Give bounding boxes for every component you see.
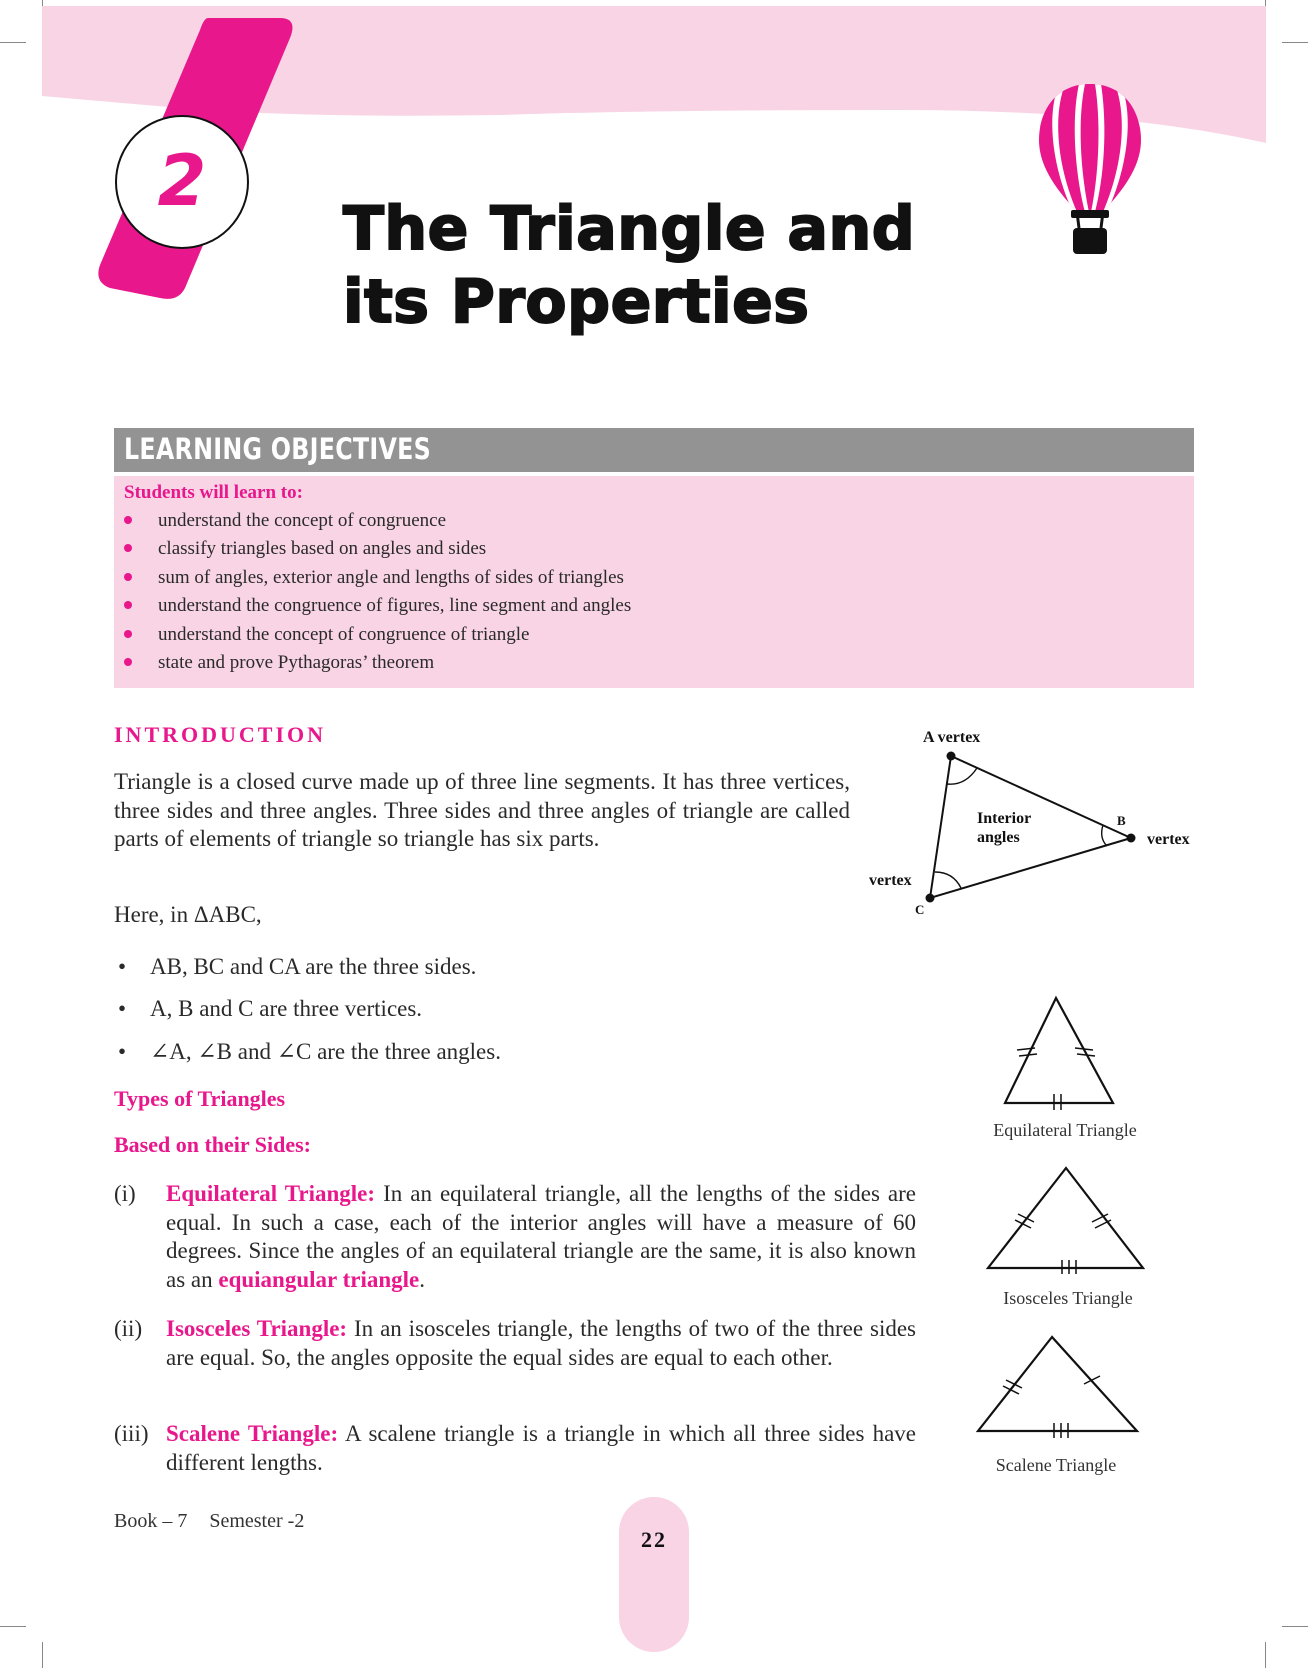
bullet-icon	[124, 573, 132, 581]
hot-air-balloon-icon	[1035, 80, 1145, 260]
bullet-icon	[124, 516, 132, 524]
bullet-icon	[124, 544, 132, 552]
here-text: Here, in ΔABC,	[114, 902, 262, 927]
page-number: 22	[641, 1527, 667, 1552]
crop-mark	[1282, 1626, 1308, 1627]
crop-mark	[0, 1626, 26, 1627]
list-item: • ∠A, ∠B and ∠C are the three angles.	[118, 1039, 501, 1064]
label-angles: angles	[977, 829, 1020, 846]
label-b: B	[1117, 813, 1126, 828]
page-number-pill	[619, 1497, 689, 1652]
triangle-abc-diagram	[855, 720, 1200, 915]
objective-item: sum of angles, exterior angle and lengths of sides of triangles	[124, 567, 624, 589]
crop-mark	[1265, 1642, 1266, 1668]
objective-item: understand the concept of congruence of triangle	[124, 624, 529, 646]
objectives-lead: Students will learn to:	[124, 482, 303, 503]
equilateral-triangle-figure	[995, 990, 1120, 1110]
introduction-heading: INTRODUCTION	[114, 722, 327, 747]
scalene-triangle-figure	[972, 1332, 1147, 1438]
objective-item: classify triangles based on angles and sides	[124, 538, 486, 560]
objectives-title: LEARNING OBJECTIVES	[124, 432, 431, 466]
label-b-vertex: vertex	[1147, 831, 1190, 848]
objective-item: state and prove Pythagoras’ theorem	[124, 652, 434, 674]
chapter-badge	[90, 10, 310, 300]
list-item: • AB, BC and CA are the three sides.	[118, 954, 477, 979]
label-c: C	[915, 902, 925, 915]
bullet-icon	[124, 630, 132, 638]
types-heading: Types of Triangles	[114, 1086, 286, 1111]
type-item-equilateral: (i) Equilateral Triangle: In an equilateral triangle, all the lengths of the sides are equal. In such a case, each of the interior angles will have a measure of 60 degrees. Since the angles of an equilateral triangle are the same, it is also known as an equiangular triangle.	[114, 1181, 916, 1292]
bullet-icon	[124, 658, 132, 666]
label-interior: Interior	[977, 810, 1032, 827]
chapter-title-line1: The Triangle and	[343, 194, 916, 264]
list-item: • A, B and C are three vertices.	[118, 996, 423, 1021]
label-c-vertex: vertex	[869, 872, 912, 889]
type-item-isosceles: (ii) Isosceles Triangle: In an isosceles triangle, the lengths of two of the three sides are equal. So, the angles opposite the equal sides are equal to each other.	[114, 1316, 916, 1370]
chapter-title-line2: its Properties	[343, 267, 810, 337]
equilateral-caption: Equilateral Triangle	[993, 1120, 1137, 1140]
objective-item: understand the concept of congruence	[124, 510, 446, 532]
type-item-scalene: (iii) Scalene Triangle: A scalene triangle is a triangle in which all three sides have different lengths.	[114, 1421, 916, 1475]
scalene-caption: Scalene Triangle	[995, 1455, 1117, 1475]
objective-item: understand the congruence of figures, line segment and angles	[124, 595, 631, 617]
label-a-vertex: A vertex	[923, 729, 981, 746]
isosceles-caption: Isosceles Triangle	[1003, 1288, 1133, 1308]
isosceles-triangle-figure	[980, 1162, 1150, 1274]
crop-mark	[42, 1642, 43, 1668]
introduction-paragraph: Triangle is a closed curve made up of three line segments. It has three vertices, three sides and three angles. Three sides and three angles of triangle are called parts of elements of triangle so triangle has six parts.	[114, 769, 850, 851]
types-subheading: Based on their Sides:	[114, 1132, 312, 1157]
chapter-number: 2	[157, 140, 207, 222]
footer-book: Book – 7 Semester -2	[114, 1510, 305, 1532]
bullet-icon	[124, 601, 132, 609]
